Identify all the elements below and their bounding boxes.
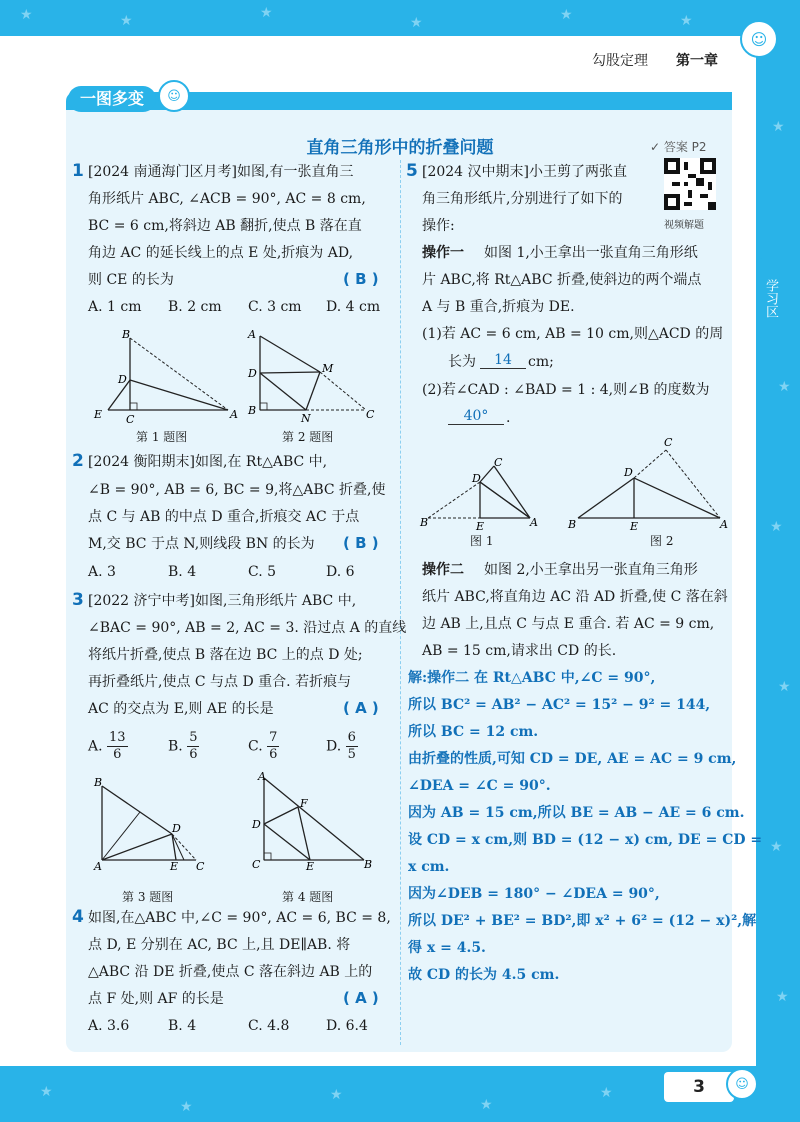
figure-label: F: [300, 797, 308, 810]
period: .: [506, 410, 511, 426]
solution-line: 所以 DE² + BE² = BD²,即 x² + 6² = (12 − x)²,解: [408, 913, 757, 929]
figure-q4: [248, 770, 378, 874]
answer-choice: ( B ): [343, 270, 379, 288]
figure-label: C: [196, 860, 205, 873]
star-icon: ★: [680, 13, 693, 29]
question-text: 如图,在△ABC 中,∠C = 90°, AC = 6, BC = 8,: [88, 910, 391, 926]
numerator: 13: [109, 730, 126, 745]
figure-label: C: [252, 858, 261, 871]
solution-line: ∠DEA = ∠C = 90°.: [408, 778, 551, 794]
figure-label: B: [420, 516, 429, 529]
star-icon: ★: [180, 1099, 193, 1115]
star-icon: ★: [600, 1085, 613, 1101]
question-text: 片 ABC,将 Rt△ABC 折叠,使斜边的两个端点: [422, 272, 702, 288]
figure-label: D: [248, 367, 257, 380]
star-icon: ★: [778, 679, 791, 695]
question-text: 点 C 与 AB 的中点 D 重合,折痕交 AC 于点: [88, 509, 360, 525]
solution-line: x cm.: [408, 859, 450, 875]
section-tag: 一图多变: [68, 86, 156, 112]
option-d: [326, 730, 358, 763]
figure-label: A: [248, 328, 256, 341]
figure-label: A: [230, 408, 238, 421]
question-number: 3: [72, 590, 84, 610]
question-text: BC = 6 cm,将斜边 AB 翻折,使点 B 落在直: [88, 218, 362, 234]
mascot-icon: ☺: [740, 20, 778, 58]
figure-label: A: [94, 860, 102, 873]
star-icon: ★: [772, 119, 785, 135]
figure-label: D: [172, 822, 181, 835]
answer-reference: ✓ 答案 P2: [650, 140, 707, 154]
option-c: [248, 730, 279, 763]
solution-line: 因为 AB = 15 cm,所以 BE = AB − AE = 6 cm.: [408, 805, 745, 821]
solution-line: 因为∠DEB = 180° − ∠DEA = 90°,: [408, 886, 660, 902]
question-number: 5: [406, 161, 418, 181]
figure-label: B: [568, 518, 577, 531]
star-icon: ★: [120, 13, 133, 29]
star-icon: ★: [770, 839, 783, 855]
figure-label: E: [94, 408, 103, 421]
figure-label: M: [322, 362, 334, 375]
question-text: 则 CE 的长为: [88, 272, 174, 288]
header-chapter: 第一章: [676, 53, 718, 69]
option-d: D. 6.4: [326, 1018, 368, 1034]
figure-q5-2: [566, 436, 732, 534]
question-text: 操作:: [422, 218, 455, 234]
option-c: C. 3 cm: [248, 299, 302, 315]
sub-question: (1)若 AC = 6 cm, AB = 10 cm,则△ACD 的周: [422, 326, 724, 342]
side-tab-label: 学习区: [763, 278, 778, 318]
star-icon: ★: [260, 5, 273, 21]
option-a: A. 3.6: [88, 1018, 130, 1034]
figure-caption: 第 2 题图: [282, 430, 334, 444]
figure-caption: 图 2: [650, 534, 674, 548]
star-icon: ★: [410, 15, 423, 31]
question-number: 4: [72, 907, 84, 927]
solution-line: 解:操作二 在 Rt△ABC 中,∠C = 90°,: [408, 670, 656, 686]
figure-label: B: [364, 858, 373, 871]
question-text: △ABC 沿 DE 折叠,使点 C 落在斜边 AB 上的: [88, 964, 373, 980]
figure-caption: 第 3 题图: [122, 890, 174, 904]
figure-label: E: [476, 520, 485, 533]
figure-label: D: [118, 373, 127, 386]
solution-line: 得 x = 4.5.: [408, 940, 486, 956]
mascot-icon: ☺: [726, 1068, 758, 1100]
answer-choice: ( A ): [343, 699, 379, 717]
question-text: 角三角形纸片,分别进行了如下的: [422, 191, 623, 207]
figure-label: B: [94, 776, 103, 789]
figure-q2: [244, 326, 384, 424]
figure-caption: 第 1 题图: [136, 430, 188, 444]
star-icon: ★: [480, 1097, 493, 1113]
frame-right: [756, 0, 800, 1122]
question-text: 如图 1,小王拿出一张直角三角形纸: [484, 245, 698, 261]
question-text: AB = 15 cm,请求出 CD 的长.: [422, 643, 617, 659]
fraction: [346, 730, 358, 763]
answer-blank: 40°: [448, 408, 504, 425]
operation-label: 操作一: [422, 245, 464, 261]
question-text: 再折叠纸片,使点 C 与点 D 重合. 若折痕与: [88, 674, 352, 690]
page-number: 3: [664, 1072, 734, 1102]
option-b: B. 4: [168, 1018, 197, 1034]
figure-label: B: [122, 328, 131, 341]
figure-label: C: [366, 408, 375, 421]
option-label: A.: [88, 738, 103, 755]
numerator: 5: [189, 730, 198, 745]
figure-label: A: [530, 516, 538, 529]
header-section: 勾股定理: [592, 53, 648, 69]
figure-label: D: [472, 472, 481, 485]
option-b: B. 2 cm: [168, 299, 222, 315]
operation-label: 操作二: [422, 562, 464, 578]
sub-question: 长为: [448, 354, 476, 370]
star-icon: ★: [40, 1084, 53, 1100]
page-title: 直角三角形中的折叠问题: [306, 138, 494, 158]
question-text: 角形纸片 ABC, ∠ACB = 90°, AC = 8 cm,: [88, 191, 366, 207]
solution-line: 由折叠的性质,可知 CD = DE, AE = AC = 9 cm,: [408, 751, 737, 767]
question-text: 点 F 处,则 AF 的长是: [88, 991, 224, 1007]
option-label: D.: [326, 738, 342, 755]
solution-line: 设 CD = x cm,则 BD = (12 − x) cm, DE = CD =: [408, 832, 763, 848]
question-text: 如图 2,小王拿出另一张直角三角形: [484, 562, 698, 578]
option-d: D. 6: [326, 564, 355, 580]
figure-q5-1: [418, 454, 548, 534]
question-text: ∠B = 90°, AB = 6, BC = 9,将△ABC 折叠,使: [88, 482, 386, 498]
answer-blank: 14: [480, 352, 526, 369]
question-text: [2024 汉中期末]小王剪了两张直: [422, 164, 628, 180]
answer-choice: ( A ): [343, 989, 379, 1007]
answer-choice: ( B ): [343, 534, 379, 552]
sub-question: (2)若∠CAD : ∠BAD = 1 : 4,则∠B 的度数为: [422, 382, 710, 398]
figure-label: B: [248, 404, 257, 417]
figure-label: E: [630, 520, 639, 533]
mascot-icon: ☺: [158, 80, 190, 112]
numerator: 7: [269, 730, 278, 745]
star-icon: ★: [560, 7, 573, 23]
figure-label: D: [252, 818, 261, 831]
solution-line: 故 CD 的长为 4.5 cm.: [408, 967, 560, 983]
star-icon: ★: [770, 519, 783, 535]
star-icon: ★: [778, 379, 791, 395]
question-number: 1: [72, 161, 84, 181]
figure-caption: 第 4 题图: [282, 890, 334, 904]
question-text: [2024 南通海门区月考]如图,有一张直角三: [88, 164, 354, 180]
question-text: AC 的交点为 E,则 AE 的长是: [88, 701, 274, 717]
qr-label: 视频解题: [664, 220, 704, 231]
side-tab[interactable]: [756, 258, 784, 338]
star-icon: ★: [776, 989, 789, 1005]
figure-label: A: [258, 770, 266, 783]
question-text: 点 D, E 分别在 AC, BC 上,且 DE∥AB. 将: [88, 937, 351, 953]
star-icon: ★: [20, 7, 33, 23]
denominator: 6: [113, 747, 122, 762]
question-number: 2: [72, 451, 84, 471]
option-d: D. 4 cm: [326, 299, 381, 315]
figure-label: C: [664, 436, 673, 449]
fraction: [187, 730, 199, 763]
figure-q1: [88, 326, 248, 424]
question-text: 角边 AC 的延长线上的点 E 处,折痕为 AD,: [88, 245, 354, 261]
option-a: A. 1 cm: [88, 299, 142, 315]
figure-q3: [92, 774, 222, 874]
question-text: 将纸片折叠,使点 B 落在边 BC 上的点 D 处;: [88, 647, 363, 663]
figure-label: N: [301, 412, 311, 424]
question-text: 纸片 ABC,将直角边 AC 沿 AD 折叠,使 C 落在斜: [422, 589, 728, 605]
fraction: [107, 730, 128, 763]
option-b: B. 4: [168, 564, 197, 580]
option-label: B.: [168, 738, 183, 755]
question-text: 边 AB 上,且点 C 与点 E 重合. 若 AC = 9 cm,: [422, 616, 715, 632]
question-text: [2022 济宁中考]如图,三角形纸片 ABC 中,: [88, 593, 357, 609]
column-divider: [400, 160, 401, 1045]
question-text: [2024 衡阳期末]如图,在 Rt△ABC 中,: [88, 454, 328, 470]
figure-label: D: [624, 466, 633, 479]
option-a: [88, 730, 128, 763]
option-label: C.: [248, 738, 263, 755]
option-c: C. 5: [248, 564, 277, 580]
figure-label: E: [306, 860, 315, 873]
numerator: 6: [347, 730, 356, 745]
fraction: [267, 730, 279, 763]
option-b: [168, 730, 199, 763]
solution-line: 所以 BC² = AB² − AC² = 15² − 9² = 144,: [408, 697, 711, 713]
star-icon: ★: [330, 1087, 343, 1103]
figure-label: E: [170, 860, 179, 873]
question-text: A 与 B 重合,折痕为 DE.: [422, 299, 575, 315]
figure-caption: 图 1: [470, 534, 494, 548]
option-a: A. 3: [88, 564, 116, 580]
option-c: C. 4.8: [248, 1018, 290, 1034]
denominator: 6: [269, 747, 278, 762]
question-text: M,交 BC 于点 N,则线段 BN 的长为: [88, 536, 315, 552]
denominator: 5: [347, 747, 356, 762]
figure-label: C: [494, 456, 503, 469]
sub-question: cm;: [528, 354, 554, 370]
solution-line: 所以 BC = 12 cm.: [408, 724, 539, 740]
figure-label: A: [720, 518, 728, 531]
figure-label: C: [126, 413, 135, 424]
question-text: ∠BAC = 90°, AB = 2, AC = 3. 沿过点 A 的直线: [88, 620, 407, 636]
qr-code-icon[interactable]: [664, 158, 716, 210]
denominator: 6: [189, 747, 198, 762]
